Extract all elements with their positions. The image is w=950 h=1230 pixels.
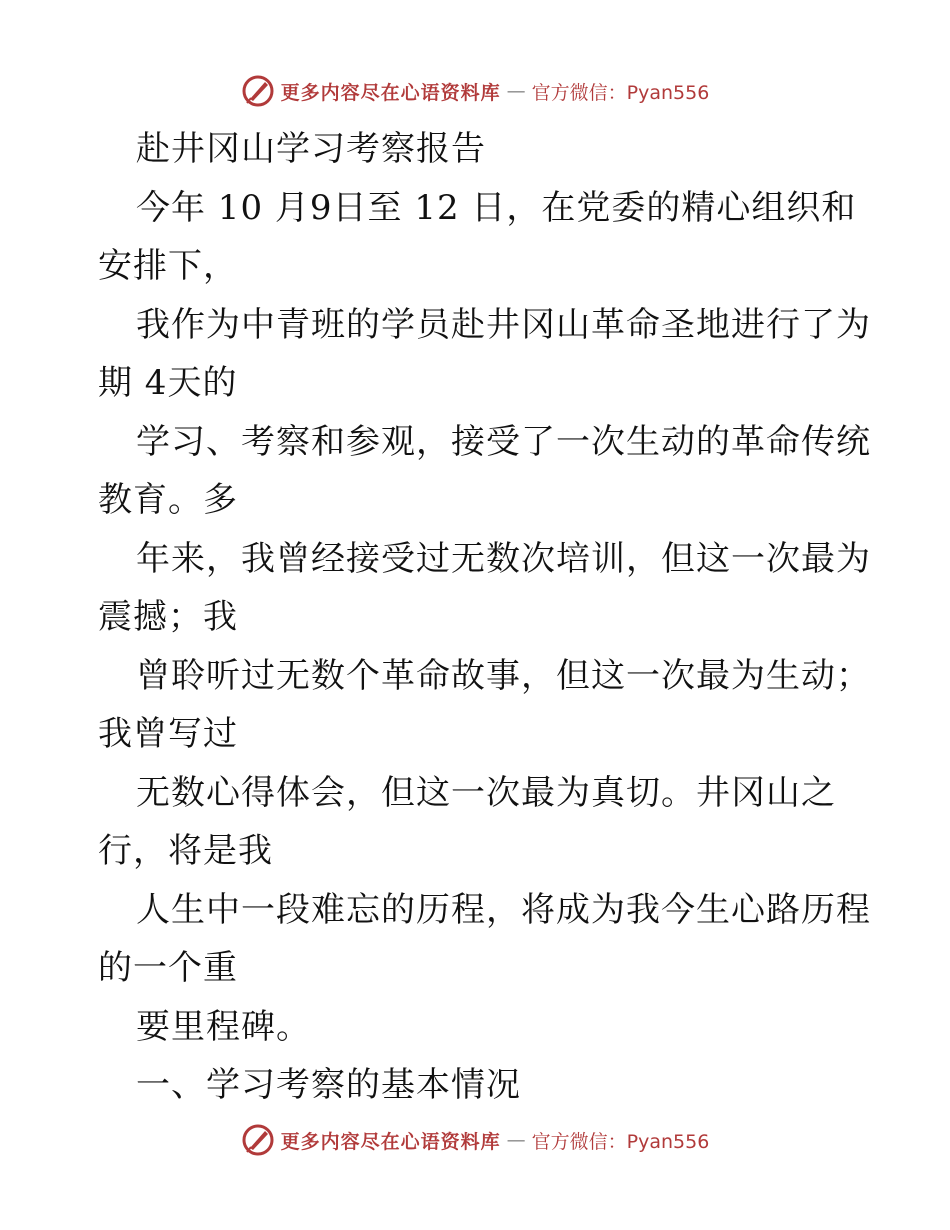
text-line: 震撼；我 [98, 597, 238, 637]
text-line: 一、学习考察的基本情况 [136, 1065, 521, 1105]
document-body [98, 120, 871, 1115]
text-line: 曾聆听过无数个革命故事，但这一次最为生动； [136, 655, 871, 696]
text-line: 学习、考察和参观，接受了一次生动的革命传统 [136, 421, 871, 462]
text-line: 我作为中青班的学员赴井冈山革命圣地进行了为 [136, 304, 871, 345]
header-banner [0, 71, 950, 111]
text-line: 安排下， [98, 246, 238, 286]
banner-contact: 官方微信：Pyan556 [531, 1130, 710, 1153]
text-line: 期 4天的 [98, 363, 238, 403]
banner-text: 更多内容尽在心语资料库 [280, 1130, 501, 1153]
banner-separator: — [506, 80, 526, 102]
text-line: 我曾写过 [98, 714, 238, 754]
document-title: 赴井冈山学习考察报告 [136, 129, 486, 169]
banner-contact: 官方微信：Pyan556 [531, 81, 710, 104]
text-line: 年来，我曾经接受过无数次培训，但这一次最为 [136, 538, 871, 579]
text-line: 要里程碑。 [136, 1006, 311, 1047]
banner-text: 更多内容尽在心语资料库 [280, 81, 501, 104]
text-line: 今年 10 月9日至 12 日，在党委的精心组织和 [136, 187, 857, 228]
text-line: 教育。多 [98, 480, 238, 520]
banner-separator: — [506, 1129, 526, 1151]
text-line: 无数心得体会，但这一次最为真切。井冈山之 [136, 772, 836, 813]
quill-seal-icon [241, 74, 275, 108]
text-line: 人生中一段难忘的历程，将成为我今生心路历程 [136, 889, 871, 930]
text-line: 的一个重 [98, 948, 238, 988]
quill-seal-icon [241, 1123, 275, 1157]
footer-banner [0, 1120, 950, 1160]
text-line: 行，将是我 [98, 831, 273, 871]
